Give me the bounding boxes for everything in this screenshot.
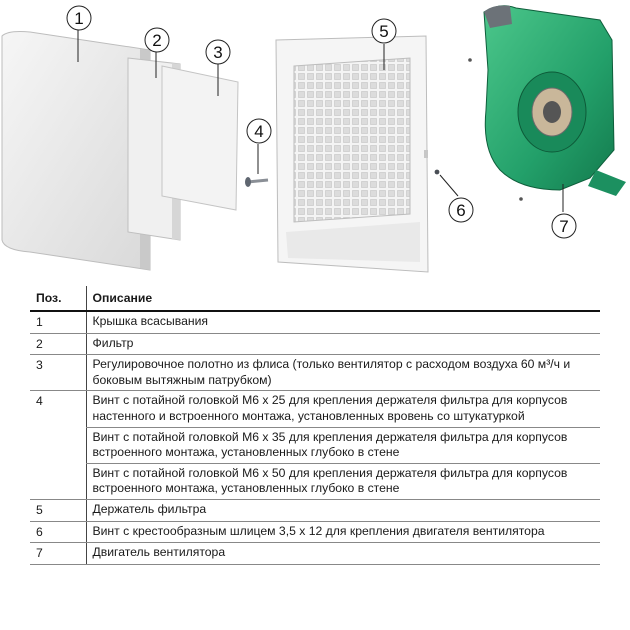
- parts-table: [30, 286, 600, 565]
- column-header-desc: Описание: [86, 286, 600, 311]
- row-desc: Винт с потайной головкой M6 x 50 для крепления держателя фильтра для корпусов встроенного монтажа, установленных глубоко в стене: [86, 463, 600, 499]
- table-row: [30, 333, 600, 355]
- fan-motor-illustration: [468, 6, 626, 212]
- table-row: [30, 543, 600, 565]
- callout-2: [145, 28, 169, 52]
- callout-7: [552, 214, 576, 238]
- callout-5: [372, 19, 396, 43]
- row-pos: 1: [30, 311, 86, 333]
- row-pos: 2: [30, 333, 86, 355]
- svg-text:7: 7: [559, 217, 569, 236]
- callout-3: [206, 40, 230, 64]
- row-desc: Крышка всасывания: [86, 311, 600, 333]
- row-desc: Фильтр: [86, 333, 600, 355]
- row-desc: Винт с потайной головкой M6 x 35 для крепления держателя фильтра для корпусов встроенного монтажа, установленных глубоко в стене: [86, 427, 600, 463]
- screw-small-illustration: [435, 170, 458, 196]
- row-desc: Регулировочное полотно из флиса (только вентилятор с расходом воздуха 60 м³/ч и боковым вытяжным патрубком): [86, 355, 600, 391]
- row-pos: 4: [36, 394, 43, 409]
- exploded-view-figure: [0, 0, 630, 280]
- table-row: [30, 463, 600, 499]
- svg-text:5: 5: [379, 22, 389, 41]
- callout-1: [67, 6, 91, 30]
- row-pos: 5: [30, 500, 86, 522]
- callout-4: [247, 119, 271, 143]
- table-row: [30, 391, 600, 427]
- table-header-row: [30, 286, 600, 311]
- svg-text:6: 6: [456, 201, 466, 220]
- exploded-view-drawing: [0, 0, 630, 280]
- callout-6: [449, 198, 473, 222]
- row-pos: 3: [30, 355, 86, 391]
- svg-text:3: 3: [213, 43, 223, 62]
- row-desc: Винт с потайной головкой M6 x 25 для крепления держателя фильтра для корпусов настенного и встроенного монтажа, установленных вровень со штукатуркой: [86, 391, 600, 427]
- row-desc: Держатель фильтра: [86, 500, 600, 522]
- table-row: [30, 500, 600, 522]
- table-row: [30, 427, 600, 463]
- row-desc: Винт с крестообразным шлицем 3,5 x 12 для крепления двигателя вентилятора: [86, 521, 600, 543]
- row-pos: 6: [30, 521, 86, 543]
- row-pos: [30, 463, 86, 499]
- table-row: [30, 311, 600, 333]
- row-pos: 7: [30, 543, 86, 565]
- row-pos: [30, 427, 86, 463]
- svg-text:4: 4: [254, 122, 264, 141]
- column-header-pos: Поз.: [30, 286, 86, 311]
- fleece-illustration: [162, 66, 238, 210]
- row-desc: Двигатель вентилятора: [86, 543, 600, 565]
- table-row: [30, 521, 600, 543]
- svg-text:2: 2: [152, 31, 162, 50]
- filter-holder-illustration: [276, 36, 428, 272]
- table-row: [30, 355, 600, 391]
- screw-m6-illustration: [245, 144, 268, 187]
- svg-text:1: 1: [74, 9, 84, 28]
